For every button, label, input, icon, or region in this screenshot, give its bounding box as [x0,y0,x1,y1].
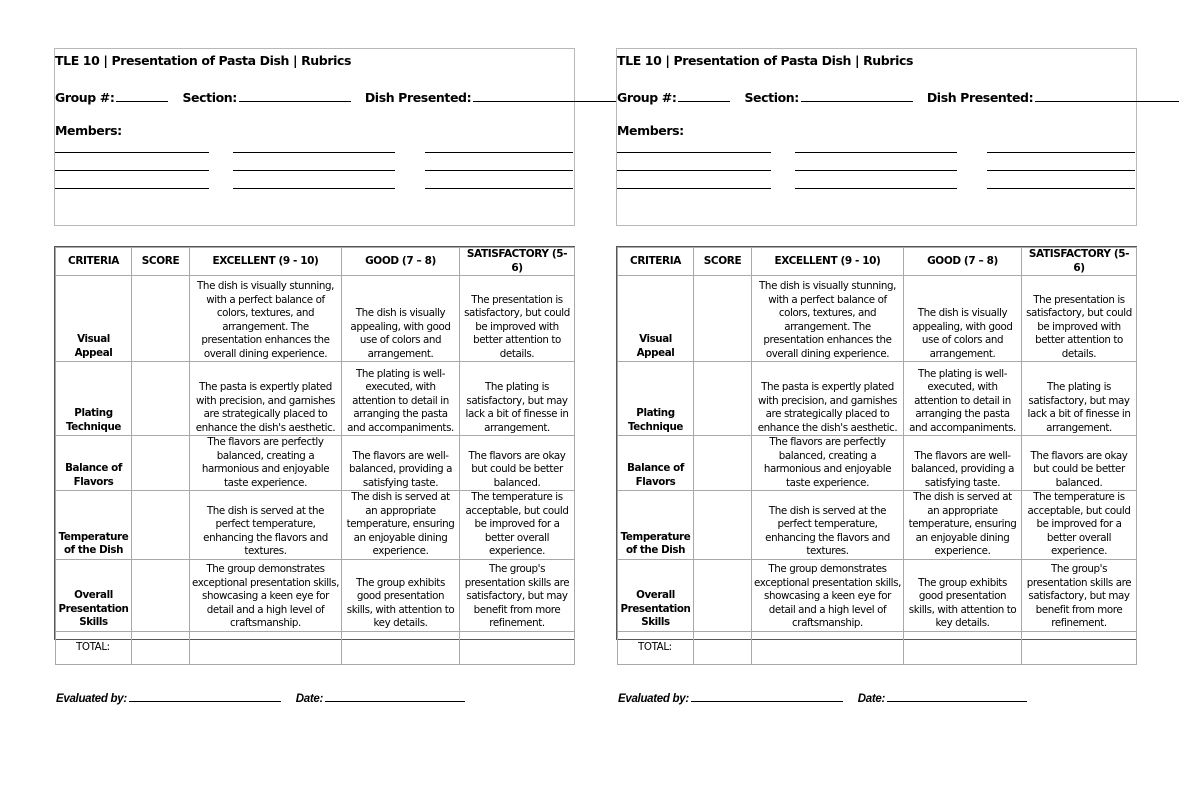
member-line[interactable] [55,152,209,153]
score-cell[interactable] [132,491,190,560]
total-row [618,631,1137,664]
criteria-cell: Temperature of the Dish [56,491,132,560]
table-row [618,491,1137,560]
member-line[interactable] [987,188,1135,189]
total-label: TOTAL: [56,631,132,664]
group-label: Group #: [617,90,677,105]
section-field[interactable] [801,89,913,102]
member-line[interactable] [425,152,573,153]
member-line[interactable] [617,152,771,153]
satisfactory-cell: The plating is satisfactory, but may lack a bit of finesse in arrangement. [460,362,575,436]
excellent-cell: The pasta is expertly plated with precision, and garnishes are strategically placed to enhance the dish's aesthetic. [752,362,904,436]
score-cell[interactable] [694,362,752,436]
good-cell: The flavors are well-balanced, providing a satisfying taste. [904,436,1022,491]
member-line[interactable] [425,188,573,189]
info-row [55,89,617,105]
total-score-cell[interactable] [694,631,752,664]
total-score-cell[interactable] [132,631,190,664]
total-excellent-cell [752,631,904,664]
group-label: Group #: [55,90,115,105]
col-satisfactory: SATISFACTORY (5-6) [460,248,575,276]
member-line[interactable] [795,152,957,153]
col-good: GOOD (7 – 8) [904,248,1022,276]
table-row [56,276,575,362]
col-score: SCORE [694,248,752,276]
member-line[interactable] [617,188,771,189]
member-line[interactable] [55,170,209,171]
excellent-cell: The dish is served at the perfect temperature, enhancing the flavors and textures. [190,491,342,560]
table-row [56,559,575,631]
criteria-cell: Visual Appeal [618,276,694,362]
evaluated-by-field[interactable] [129,690,281,702]
criteria-cell: Overall Presentation Skills [56,559,132,631]
good-cell: The dish is served at an appropriate temperature, ensuring an enjoyable dining experience. [904,491,1022,560]
evaluated-by-field[interactable] [691,690,843,702]
satisfactory-cell: The flavors are okay but could be better balanced. [460,436,575,491]
criteria-cell: Temperature of the Dish [618,491,694,560]
page-title: TLE 10 | Presentation of Pasta Dish | Rubrics [617,53,914,68]
section-field[interactable] [239,89,351,102]
criteria-cell: Balance of Flavors [618,436,694,491]
dish-field[interactable] [1035,89,1179,102]
evaluated-by-label: Evaluated by: [618,693,689,705]
excellent-cell: The flavors are perfectly balanced, creating a harmonious and enjoyable taste experience. [190,436,342,491]
col-score: SCORE [132,248,190,276]
section-label: Section: [182,90,237,105]
satisfactory-cell: The flavors are okay but could be better balanced. [1022,436,1137,491]
member-line[interactable] [425,170,573,171]
good-cell: The flavors are well-balanced, providing a satisfying taste. [342,436,460,491]
total-excellent-cell [190,631,342,664]
footer [618,690,1037,705]
total-good-cell [904,631,1022,664]
satisfactory-cell: The group's presentation skills are satisfactory, but may benefit from more refinement. [1022,559,1137,631]
table-row [618,362,1137,436]
criteria-cell: Plating Technique [56,362,132,436]
score-cell[interactable] [694,491,752,560]
table-row [618,559,1137,631]
table-row [56,362,575,436]
satisfactory-cell: The presentation is satisfactory, but could be improved with better attention to details. [460,276,575,362]
col-criteria: CRITERIA [56,248,132,276]
score-cell[interactable] [132,559,190,631]
date-label: Date: [295,693,324,705]
member-line[interactable] [233,188,395,189]
page-title: TLE 10 | Presentation of Pasta Dish | Rubrics [55,53,352,68]
info-row [617,89,1179,105]
excellent-cell: The dish is visually stunning, with a perfect balance of colors, textures, and arrangement. The presentation enhances the overall dining experience. [752,276,904,362]
score-cell[interactable] [694,559,752,631]
member-line[interactable] [617,170,771,171]
group-field[interactable] [678,89,730,102]
col-excellent: EXCELLENT (9 - 10) [190,248,342,276]
member-line[interactable] [55,188,209,189]
table-row [618,276,1137,362]
good-cell: The group exhibits good presentation skills, with attention to key details. [342,559,460,631]
good-cell: The plating is well-executed, with attention to detail in arranging the pasta and accompaniments. [342,362,460,436]
member-line[interactable] [795,170,957,171]
good-cell: The plating is well-executed, with attention to detail in arranging the pasta and accompaniments. [904,362,1022,436]
score-cell[interactable] [132,276,190,362]
satisfactory-cell: The group's presentation skills are satisfactory, but may benefit from more refinement. [460,559,575,631]
header-row [618,248,1137,276]
excellent-cell: The flavors are perfectly balanced, creating a harmonious and enjoyable taste experience. [752,436,904,491]
satisfactory-cell: The temperature is acceptable, but could be improved for a better overall experience. [460,491,575,560]
criteria-cell: Visual Appeal [56,276,132,362]
score-cell[interactable] [694,276,752,362]
criteria-cell: Balance of Flavors [56,436,132,491]
rubric-sheet-right [562,0,1162,785]
date-field[interactable] [325,690,465,702]
table-row [56,491,575,560]
date-label: Date: [857,693,886,705]
col-excellent: EXCELLENT (9 - 10) [752,248,904,276]
good-cell: The group exhibits good presentation skills, with attention to key details. [904,559,1022,631]
date-field[interactable] [887,690,1027,702]
members-label: Members: [617,123,684,138]
members-label: Members: [55,123,122,138]
member-line[interactable] [233,152,395,153]
excellent-cell: The dish is served at the perfect temperature, enhancing the flavors and textures. [752,491,904,560]
evaluated-by-label: Evaluated by: [56,693,127,705]
score-cell[interactable] [132,362,190,436]
header-box [616,48,1137,226]
good-cell: The dish is visually appealing, with good use of colors and arrangement. [904,276,1022,362]
dish-label: Dish Presented: [364,90,472,105]
excellent-cell: The group demonstrates exceptional presentation skills, showcasing a keen eye for detail and a high level of craftsmanship. [752,559,904,631]
section-label: Section: [744,90,799,105]
total-satisfactory-cell [460,631,575,664]
dish-label: Dish Presented: [926,90,1034,105]
member-line[interactable] [233,170,395,171]
score-cell[interactable] [694,436,752,491]
group-field[interactable] [116,89,168,102]
criteria-cell: Overall Presentation Skills [618,559,694,631]
total-good-cell [342,631,460,664]
header-row [56,248,575,276]
member-line[interactable] [987,152,1135,153]
criteria-cell: Plating Technique [618,362,694,436]
satisfactory-cell: The temperature is acceptable, but could be improved for a better overall experience. [1022,491,1137,560]
table-row [56,436,575,491]
member-line[interactable] [987,170,1135,171]
satisfactory-cell: The plating is satisfactory, but may lack a bit of finesse in arrangement. [1022,362,1137,436]
table-row [618,436,1137,491]
col-good: GOOD (7 – 8) [342,248,460,276]
member-line[interactable] [795,188,957,189]
excellent-cell: The dish is visually stunning, with a perfect balance of colors, textures, and arrangement. The presentation enhances the overall dining experience. [190,276,342,362]
footer [56,690,475,705]
rubric-table [54,246,575,653]
good-cell: The dish is visually appealing, with good use of colors and arrangement. [342,276,460,362]
header-box [54,48,575,226]
total-satisfactory-cell [1022,631,1137,664]
excellent-cell: The group demonstrates exceptional presentation skills, showcasing a keen eye for detail and a high level of craftsmanship. [190,559,342,631]
rubric-table [616,246,1137,653]
total-label: TOTAL: [618,631,694,664]
col-criteria: CRITERIA [618,248,694,276]
good-cell: The dish is served at an appropriate temperature, ensuring an enjoyable dining experience. [342,491,460,560]
total-row [56,631,575,664]
satisfactory-cell: The presentation is satisfactory, but could be improved with better attention to details. [1022,276,1137,362]
col-satisfactory: SATISFACTORY (5-6) [1022,248,1137,276]
excellent-cell: The pasta is expertly plated with precision, and garnishes are strategically placed to enhance the dish's aesthetic. [190,362,342,436]
score-cell[interactable] [132,436,190,491]
